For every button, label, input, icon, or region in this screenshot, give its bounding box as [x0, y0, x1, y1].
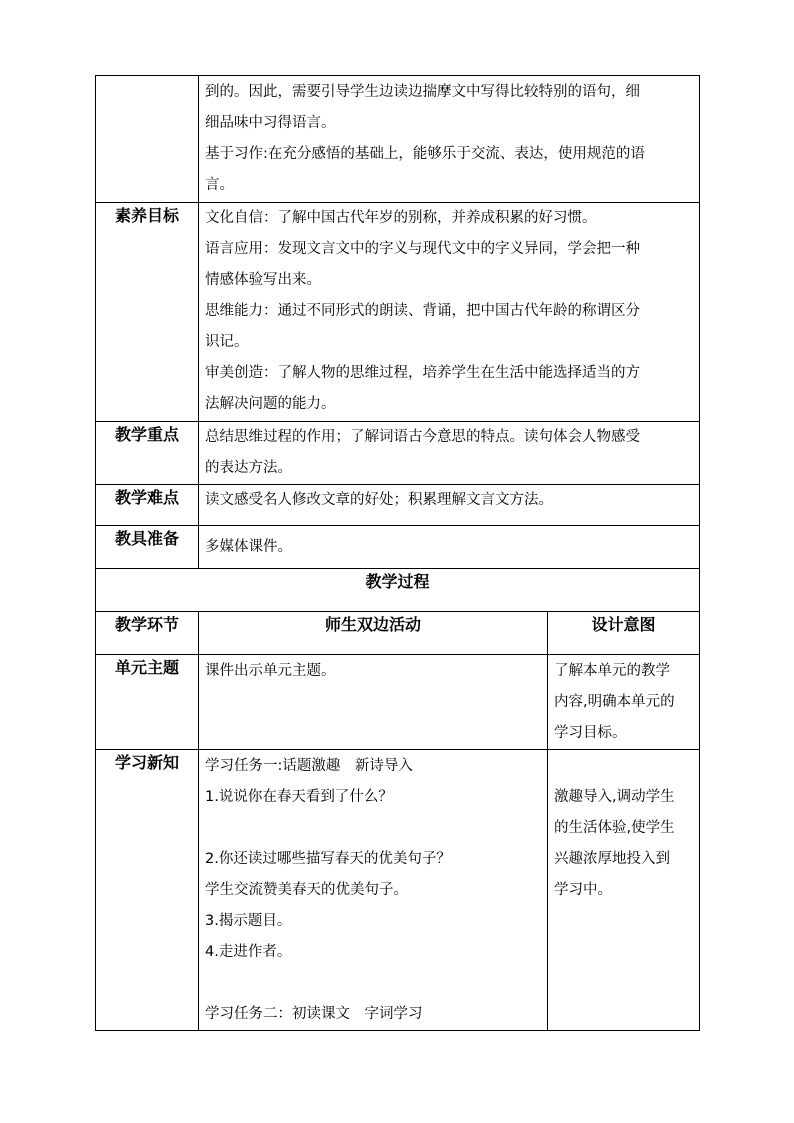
new-knowledge-line: 学生交流赞美春天的优美句子。	[205, 882, 408, 898]
new-knowledge-row	[96, 750, 700, 1031]
materials-row	[96, 526, 700, 569]
goals-line: 思维能力：通过不同形式的朗读、背诵，把中国古代年龄的称谓区分	[205, 303, 640, 319]
column-header-row	[96, 612, 700, 655]
continuation-line: 言。	[205, 177, 234, 193]
column-header-intent: 设计意图	[548, 612, 700, 655]
new-knowledge-line	[205, 968, 541, 999]
new-knowledge-line: 2.你还读过哪些描写春天的优美句子？	[205, 851, 451, 867]
goals-line: 识记。	[205, 334, 249, 350]
difficulties-content	[199, 485, 700, 526]
continuation-line: 细品味中习得语言。	[205, 115, 336, 131]
unit-intent-line: 了解本单元的教学	[554, 663, 670, 679]
key-points-content	[199, 422, 700, 485]
new-knowledge-intent-line: 的生活体验,使学生	[554, 820, 675, 836]
new-knowledge-line: 学习任务二：初读课文 字词学习	[205, 1006, 423, 1022]
difficulties-row	[96, 485, 700, 526]
continuation-row	[96, 76, 700, 203]
continuation-line: 基于习作:在充分感悟的基础上，能够乐于交流、表达，使用规范的语	[205, 146, 645, 162]
goals-row	[96, 203, 700, 422]
key-points-line: 的表达方法。	[205, 460, 292, 476]
new-knowledge-activity-cell	[199, 750, 548, 1031]
continuation-label-cell	[96, 76, 199, 203]
goals-content	[199, 203, 700, 422]
unit-label: 单元主题	[96, 655, 199, 750]
key-points-line: 总结思维过程的作用；了解词语古今意思的特点。读句体会人物感受	[205, 429, 640, 445]
new-knowledge-intent-line: 兴趣浓厚地投入到	[554, 851, 670, 867]
materials-text: 多媒体课件。	[205, 538, 292, 555]
materials-label: 教具准备	[96, 526, 199, 569]
unit-activity-cell	[199, 655, 548, 750]
goals-line: 情感体验写出来。	[205, 272, 321, 288]
new-knowledge-line: 1.说说你在春天看到了什么？	[205, 789, 393, 805]
goals-label: 素养目标	[96, 203, 199, 422]
process-title-row	[96, 569, 700, 612]
difficulties-text: 读文感受名人修改文章的好处；积累理解文言文方法。	[205, 492, 553, 508]
goals-line: 审美创造：了解人物的思维过程，培养学生在生活中能选择适当的方	[205, 365, 640, 381]
goals-line: 语言应用：发现文言文中的字义与现代文中的字义异同，学会把一种	[205, 241, 640, 257]
new-knowledge-intent-line: 学习中。	[554, 882, 612, 898]
lesson-plan-table	[95, 75, 700, 1031]
column-header-stage: 教学环节	[96, 612, 199, 655]
process-title: 教学过程	[96, 569, 700, 612]
difficulties-label: 教学难点	[96, 485, 199, 526]
unit-row	[96, 655, 700, 750]
key-points-label: 教学重点	[96, 422, 199, 485]
unit-intent-line: 学习目标。	[554, 725, 627, 741]
goals-line: 文化自信：了解中国古代年岁的别称，并养成积累的好习惯。	[205, 210, 597, 226]
continuation-line: 到的。因此，需要引导学生边读边揣摩文中写得比较特别的语句，细	[205, 84, 640, 100]
new-knowledge-line	[205, 813, 541, 844]
new-knowledge-intent-line: 激趣导入,调动学生	[554, 789, 675, 805]
goals-line: 法解决问题的能力。	[205, 396, 336, 412]
unit-activity: 课件出示单元主题。	[205, 663, 336, 679]
new-knowledge-line: 4.走进作者。	[205, 944, 292, 960]
unit-intent-line: 内容,明确本单元的	[554, 694, 675, 710]
column-header-activity: 师生双边活动	[199, 612, 548, 655]
key-points-row	[96, 422, 700, 485]
continuation-content	[199, 76, 700, 203]
materials-content	[199, 526, 700, 569]
new-knowledge-line: 3.揭示题目。	[205, 913, 292, 929]
new-knowledge-label: 学习新知	[96, 750, 199, 1031]
new-knowledge-intent-cell	[548, 750, 700, 1031]
new-knowledge-line: 学习任务一:话题激趣 新诗导入	[205, 758, 413, 774]
unit-intent-cell	[548, 655, 700, 750]
